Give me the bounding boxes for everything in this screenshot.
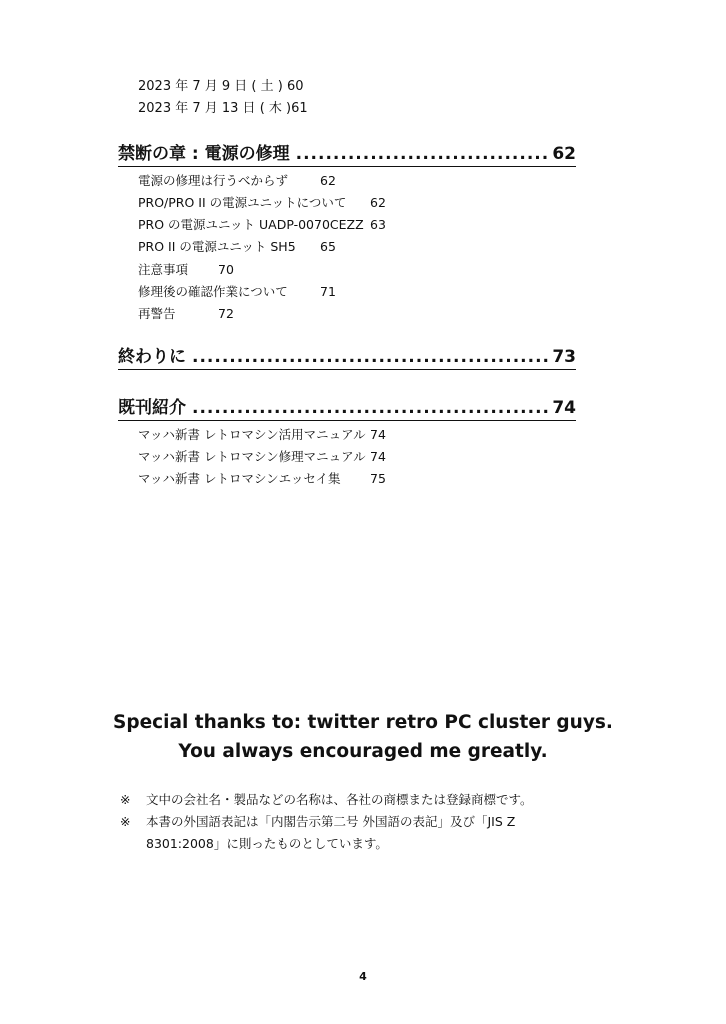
entry-page: 70 bbox=[218, 262, 234, 277]
entry-page: 65 bbox=[320, 239, 336, 254]
entry-title: PRO II の電源ユニット SH5 bbox=[138, 239, 296, 254]
special-thanks-line: Special thanks to: twitter retro PC cluster guys. bbox=[113, 712, 613, 733]
entry-page: 63 bbox=[370, 217, 386, 232]
date-entry: 2023 年 7 月 9 日 ( 土 ) 60 bbox=[138, 79, 304, 94]
reference-mark: ※ bbox=[120, 814, 131, 829]
reference-mark: ※ bbox=[120, 792, 131, 807]
dot-leader bbox=[296, 143, 551, 165]
chapter-page: 74 bbox=[552, 398, 576, 418]
toc-entry[interactable] bbox=[138, 216, 386, 234]
page-number: 4 bbox=[359, 970, 367, 983]
entry-page: 74 bbox=[370, 427, 386, 442]
toc-entry[interactable] bbox=[138, 426, 386, 444]
chapter-title: 終わりに bbox=[118, 347, 186, 367]
toc-entry[interactable] bbox=[138, 238, 336, 256]
entry-title: マッハ新書 レトロマシン活用マニュアル bbox=[138, 427, 366, 442]
entry-title: マッハ新書 レトロマシンエッセイ集 bbox=[138, 471, 341, 486]
entry-title: 電源の修理は行うべからず bbox=[138, 173, 289, 188]
entry-title: PRO/PRO II の電源ユニットについて bbox=[138, 195, 347, 210]
entry-page: 72 bbox=[218, 306, 234, 321]
date-entry: 2023 年 7 月 13 日 ( 木 )61 bbox=[138, 101, 308, 116]
toc-entry[interactable] bbox=[138, 261, 234, 279]
entry-title: PRO の電源ユニット UADP-0070CEZZ bbox=[138, 217, 364, 232]
dot-leader bbox=[192, 346, 550, 368]
chapter-title: 既刊紹介 bbox=[118, 398, 186, 418]
entry-page: 62 bbox=[370, 195, 386, 210]
chapter-heading[interactable] bbox=[118, 143, 576, 167]
toc-entry[interactable] bbox=[138, 305, 234, 323]
toc-entry[interactable] bbox=[138, 194, 386, 212]
entry-page: 62 bbox=[320, 173, 336, 188]
entry-title: 注意事項 bbox=[138, 262, 189, 277]
footnote-text: 本書の外国語表記は「内閣告示第二号 外国語の表記」及び「JIS Z bbox=[146, 814, 516, 829]
special-thanks-line: You always encouraged me greatly. bbox=[178, 741, 548, 762]
chapter-page: 62 bbox=[552, 144, 576, 164]
dot-leader bbox=[192, 397, 550, 419]
toc-entry[interactable] bbox=[138, 448, 386, 466]
entry-page: 71 bbox=[320, 284, 336, 299]
entry-title: 修理後の確認作業について bbox=[138, 284, 288, 299]
footnote-text: 8301:2008」に則ったものとしています。 bbox=[146, 836, 388, 851]
chapter-heading[interactable] bbox=[118, 346, 576, 370]
footnote-text: 文中の会社名・製品などの名称は、各社の商標または登録商標です。 bbox=[146, 792, 533, 807]
toc-entry[interactable] bbox=[138, 470, 386, 488]
entry-page: 75 bbox=[370, 471, 386, 486]
chapter-heading[interactable] bbox=[118, 397, 576, 421]
entry-page: 74 bbox=[370, 449, 386, 464]
entry-title: 再警告 bbox=[138, 306, 176, 321]
chapter-title: 禁断の章 : 電源の修理 bbox=[118, 144, 290, 164]
entry-title: マッハ新書 レトロマシン修理マニュアル bbox=[138, 449, 366, 464]
toc-entry[interactable] bbox=[138, 283, 336, 301]
chapter-page: 73 bbox=[552, 347, 576, 367]
toc-entry[interactable] bbox=[138, 172, 336, 190]
